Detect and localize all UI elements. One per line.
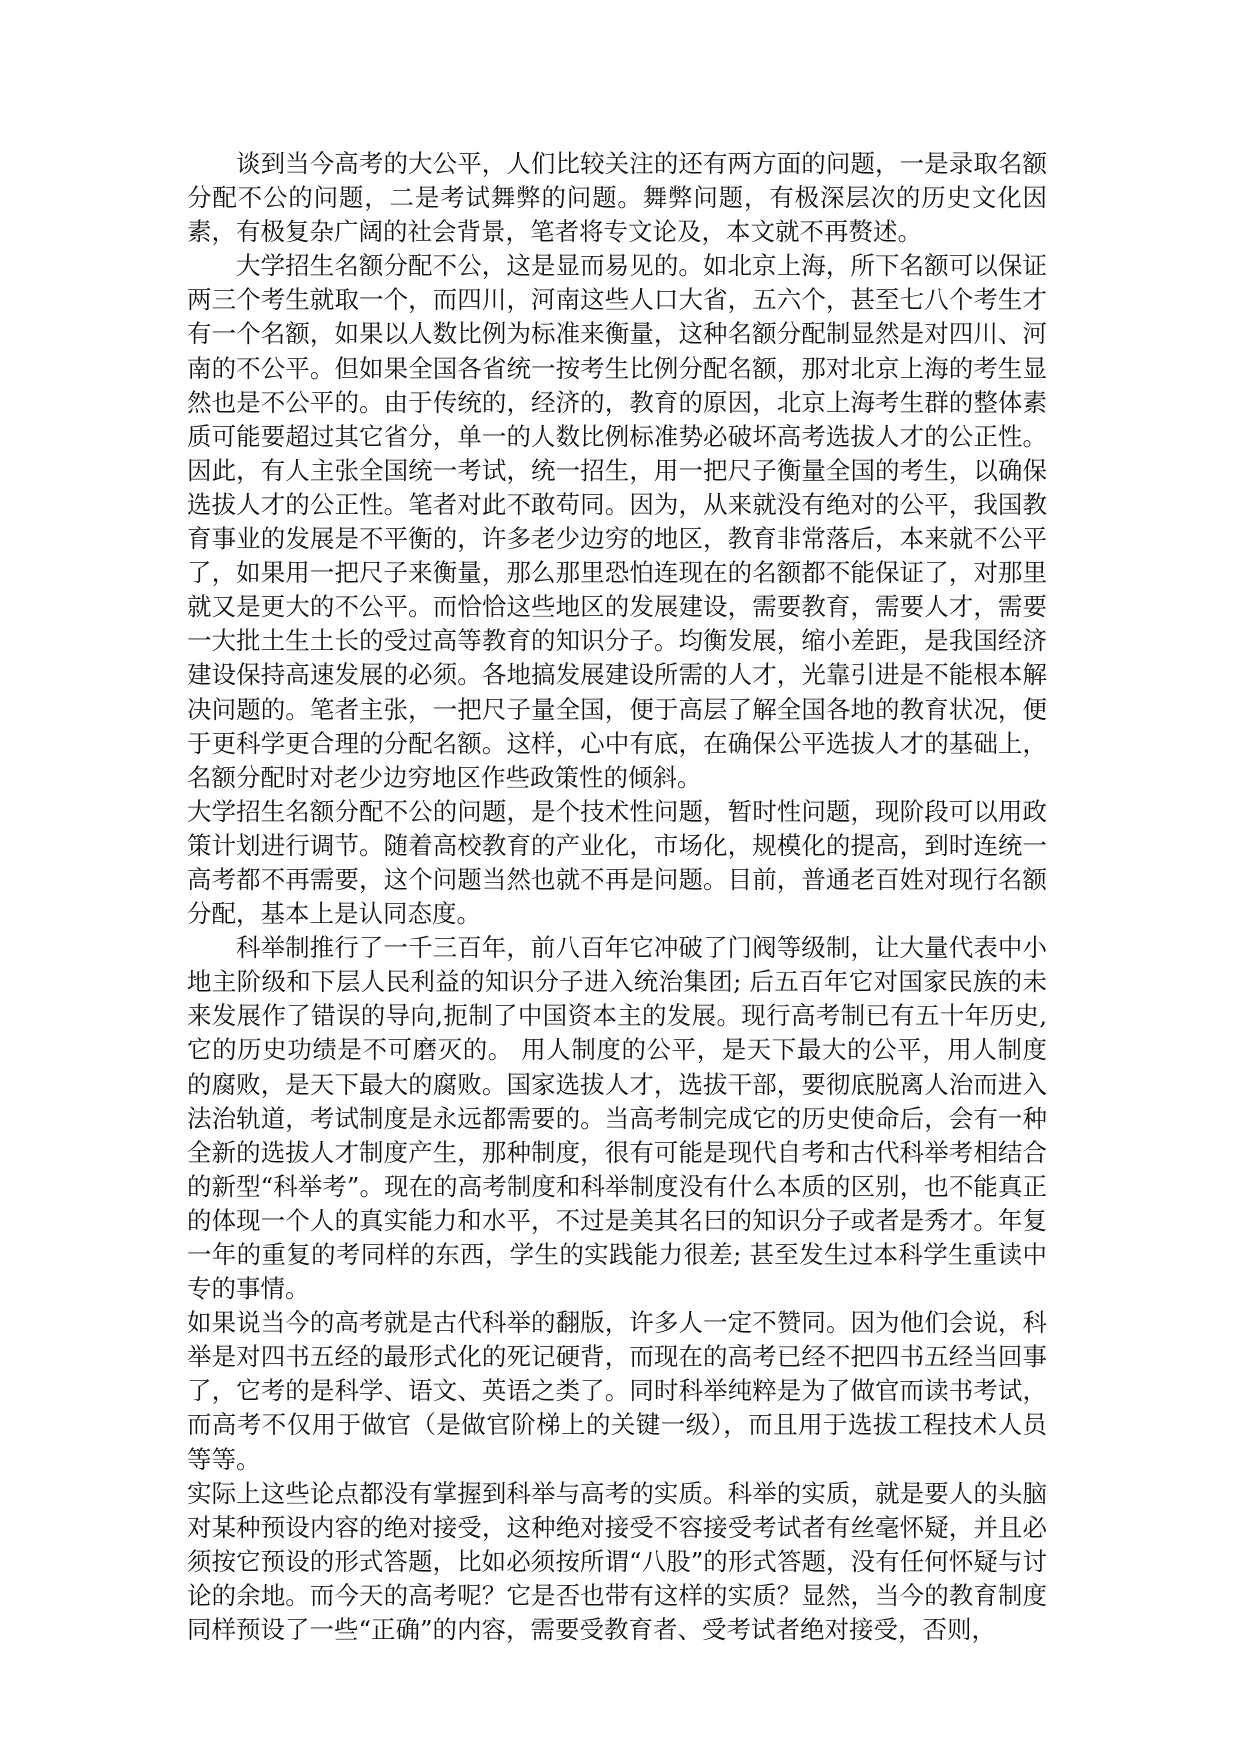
paragraph-6: 实际上这些论点都没有掌握到科举与高考的实质。科举的实质，就是要人的头脑对某种预设内容的绝对接受，这种绝对接受不容接受考试者有丝毫怀疑，并且必须按它预设的形式答题，比如必须按所谓“八股”的形式答题，没有任何怀疑与讨论的余地。而今天的高考呢？它是否也带有这样的实质？显然，当今的教育制度同样预设了一些“正确”的内容，需要受教育者、受考试者绝对接受，否则， [187,1478,1047,1645]
paragraph-2: 大学招生名额分配不公，这是显而易见的。如北京上海，所下名额可以保证两三个考生就取一个，而四川，河南这些人口大省，五六个，甚至七八个考生才有一个名额，如果以人数比例为标准来衡量，这种名额分配制显然是对四川、河南的不公平。但如果全国各省统一按考生比例分配名额，那对北京上海的考生显然也是不公平的。由于传统的，经济的，教育的原因，北京上海考生群的整体素质可能要超过其它省分，单一的人数比例标准势必破坏高考选拔人才的公正性。因此，有人主张全国统一考试，统一招生，用一把尺子衡量全国的考生，以确保选拔人才的公正性。笔者对此不敢苟同。因为，从来就没有绝对的公平，我国教育事业的发展是不平衡的，许多老少边穷的地区，教育非常落后，本来就不公平了，如果用一把尺子来衡量，那么那里恐怕连现在的名额都不能保证了，对那里就又是更大的不公平。而恰恰这些地区的发展建设，需要教育，需要人才，需要一大批土生土长的受过高等教育的知识分子。均衡发展，缩小差距，是我国经济建设保持高速发展的必须。各地搞发展建设所需的人才，光靠引进是不能根本解决问题的。笔者主张，一把尺子量全国，便于高层了解全国各地的教育状况，便于更科学更合理的分配名额。这样，心中有底，在确保公平选拔人才的基础上，名额分配时对老少边穷地区作些政策性的倾斜。 [187,251,1047,792]
paragraph-5: 如果说当今的高考就是古代科举的翻版，许多人一定不赞同。因为他们会说，科举是对四书五经的最形式化的死记硬背，而现在的高考已经不把四书五经当回事了，它考的是科学、语文、英语之类了。同时科举纯粹是为了做官而读书考试，而高考不仅用于做官（是做官阶梯上的关键一级），而且用于选拔工程技术人员等等。 [187,1308,1047,1474]
paragraph-4: 科举制推行了一千三百年，前八百年它冲破了门阀等级制，让大量代表中小地主阶级和下层人民利益的知识分子进入统治集团; 后五百年它对国家民族的未来发展作了错误的导向,扼制了中国资本主的发展。现行高考制已有五十年历史,它的历史功绩是不可磨灭的。 用人制度的公平，是天下最大的公平，用人制度的腐败，是天下最大的腐败。国家选拔人才，选拔干部，要彻底脱离人治而进入法治轨道，考试制度是永远都需要的。当高考制完成它的历史使命后，会有一种全新的选拔人才制度产生，那种制度，很有可能是现代自考和古代科举考相结合的新型“科举考”。现在的高考制度和科举制度没有什么本质的区别，也不能真正的体现一个人的真实能力和水平，不过是美其名曰的知识分子或者是秀才。年复一年的重复的考同样的东西，学生的实践能力很差; 甚至发生过本科学生重读中专的事情。 [187,933,1047,1304]
document-page [187,147,1047,1647]
paragraph-3: 大学招生名额分配不公的问题，是个技术性问题，暂时性问题，现阶段可以用政策计划进行调节。随着高校教育的产业化，市场化，规模化的提高，到时连统一高考都不再需要，这个问题当然也就不再是问题。目前，普通老百姓对现行名额分配，基本上是认同态度。 [187,796,1047,929]
paragraph-1: 谈到当今高考的大公平，人们比较关注的还有两方面的问题，一是录取名额分配不公的问题，二是考试舞弊的问题。舞弊问题，有极深层次的历史文化因素，有极复杂广阔的社会背景，笔者将专文论及，本文就不再赘述。 [187,149,1047,247]
